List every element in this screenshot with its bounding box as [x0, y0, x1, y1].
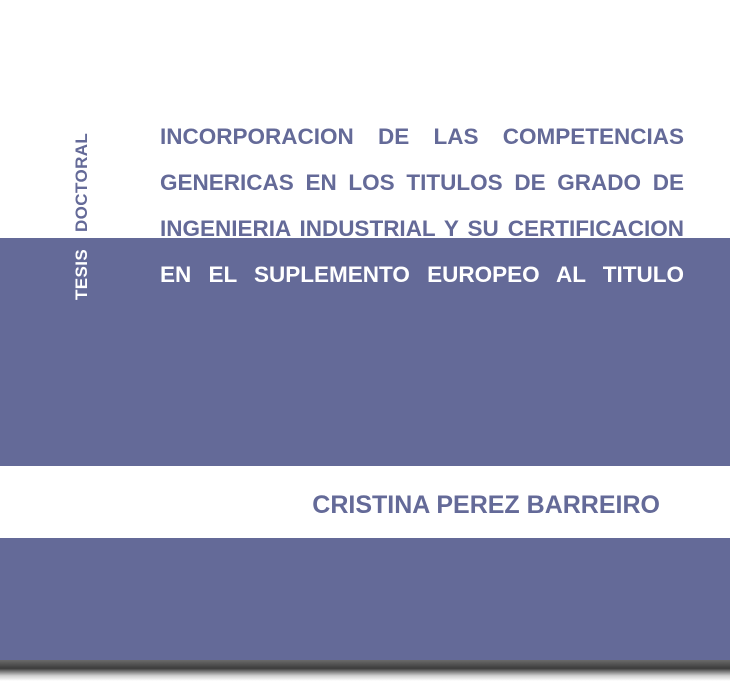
- thesis-title-line-4: EN EL SUPLEMENTO EUROPEO AL TITULO: [160, 262, 684, 287]
- document-type-vertical-label: [62, 100, 102, 300]
- document-type-word-2: DOCTORAL: [72, 132, 91, 232]
- thesis-title-line-1: INCORPORACION DE LAS COMPETENCIAS: [160, 124, 684, 149]
- page-bottom-edge: [0, 660, 730, 681]
- document-type-word-1: TESIS: [72, 248, 91, 300]
- thesis-title-line-2: GENERICAS EN LOS TITULOS DE GRADO DE: [160, 170, 684, 195]
- thesis-title: [160, 114, 684, 298]
- author-name: CRISTINA PEREZ BARREIRO: [312, 491, 660, 519]
- accent-band-bottom: [0, 538, 730, 660]
- thesis-title-line-3: INGENIERIA INDUSTRIAL Y SU CERTIFICACION: [160, 216, 684, 241]
